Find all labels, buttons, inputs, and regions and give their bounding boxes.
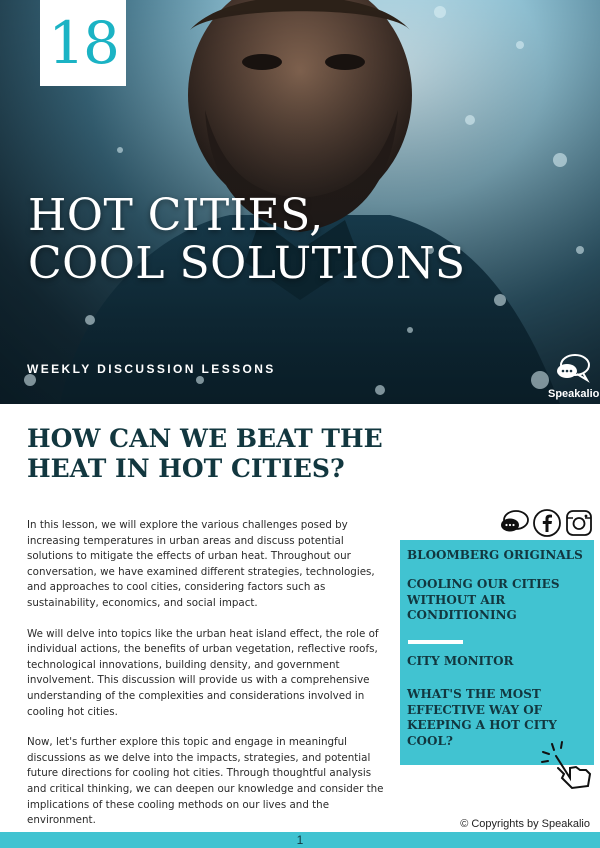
copyright-notice: © Copyrights by Speakalio (460, 818, 590, 830)
source-bloomberg: BLOOMBERG ORIGINALS (407, 548, 583, 562)
issue-number: 18 (48, 9, 118, 77)
social-icons (498, 508, 594, 538)
page-number: 1 (296, 833, 304, 847)
link-cooling-cities[interactable]: COOLING OUR CITIES WITHOUT AIR CONDITIONING (407, 577, 560, 622)
brand-name: Speakalio (548, 388, 600, 400)
heading-line2: HEAT IN HOT CITIES? (27, 454, 345, 483)
hero-title (28, 192, 466, 288)
heading-line1: HOW CAN WE BEAT THE (27, 424, 383, 453)
hero-subtitle: WEEKLY DISCUSSION LESSONS (27, 362, 276, 376)
instagram-icon[interactable] (564, 508, 594, 538)
speakalio-icon[interactable] (498, 508, 530, 538)
issue-number-badge (40, 0, 126, 86)
lesson-body (27, 518, 389, 844)
body-paragraph-3: Now, let's further explore this topic and engage in meaningful discussions as we delve into the impacts, strategies, and potential future directions for cooling hot cities. Through thoughtful analysis and critical thinking, we can deepen our knowledge and consider the implications of these cooling methods on our lives and the environment. (27, 736, 384, 827)
related-media-box (400, 540, 594, 765)
body-paragraph-2: We will delve into topics like the urban heat island effect, the role of individual actions, the benefits of urban vegetation, reflective roofs, technological innovations, building density, and government involvement. This discussion will provide us with a comprehensive understanding of the complexities and considerations involved in cooling hot cities. (27, 627, 379, 718)
hero-title-line2: COOL SOLUTIONS (28, 238, 466, 289)
speech-bubbles-icon (553, 352, 593, 384)
hero-banner (0, 0, 600, 404)
body-paragraph-1: In this lesson, we will explore the various challenges posed by increasing temperatures in urban areas and discuss potential solutions to mitigate the effects of urban heat. Throughout our conversation, we have examined different strategies, technologies, and approaches to cool cities, considering factors such as sustainability, economics, and social impact. (27, 519, 375, 609)
brand-logo (548, 352, 598, 400)
link-keep-city-cool[interactable]: WHAT'S THE MOST EFFECTIVE WAY OF KEEPING A HOT CITY COOL? (407, 687, 557, 748)
footer-bar (0, 832, 600, 848)
click-hand-icon[interactable] (540, 740, 594, 790)
hero-title-line1: HOT CITIES, (28, 190, 324, 241)
facebook-icon[interactable] (532, 508, 562, 538)
source-city-monitor: CITY MONITOR (407, 654, 514, 668)
divider (408, 640, 463, 644)
lesson-question-heading (27, 424, 383, 484)
